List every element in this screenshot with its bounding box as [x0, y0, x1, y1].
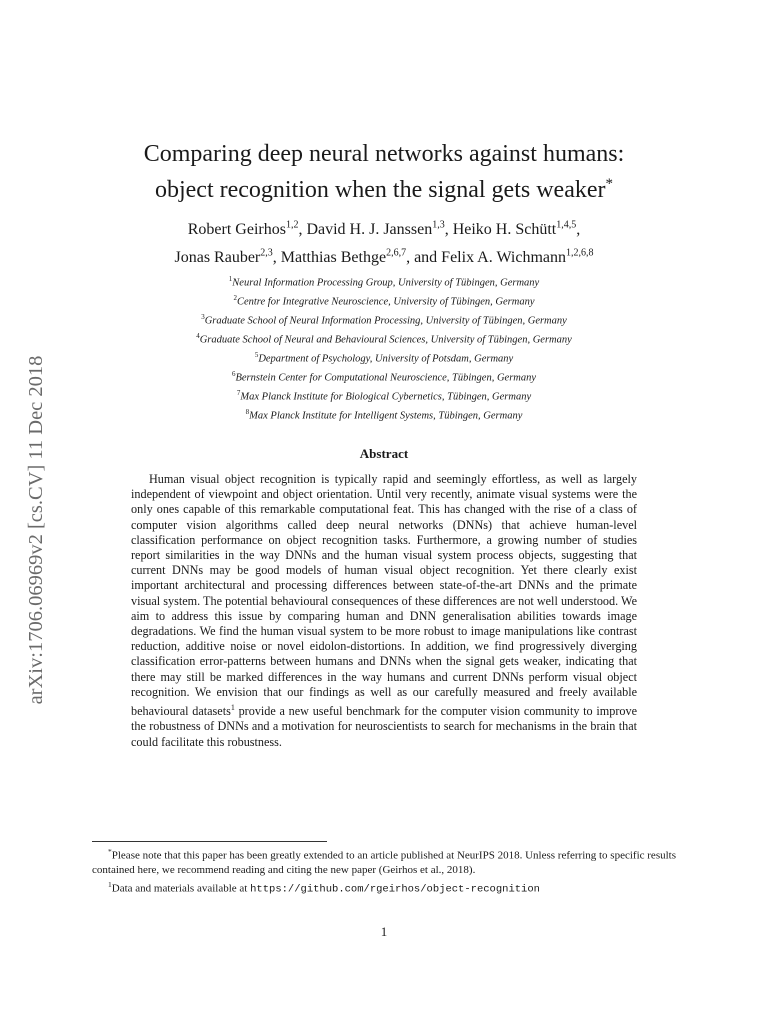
abstract-text: Human visual object recognition is typically rapid and seemingly effortless, as well as largely independent of viewpoint and object orientation. Until very recently, animate visual systems were the only ones capable of this remarkable computational feat. This has changed with the rise of a class of computer vision algorithms called deep neural networks (DNNs) that achieve human-level classification performance on object recognition tasks. Furthermore, a growing number of studies report similarities in the way DNNs and the human visual system process objects, suggesting that current DNNs may be good models of human visual object recognition. Yet there clearly exist important architectural and processing differences between state-of-the-art DNNs and the primate visual system. The potential behavioural consequences of these differences are not well understood. We aim to address this issue by comparing human and DNN generalisation abilities towards image degradations. We find the human visual system to be more robust to image manipulations like contrast reduction, additive noise or novel eidolon-distortions. In addition, we find progressively diverging classification error-patterns between humans and DNNs when the signal gets weaker, indicating that there may still be marked differences in the way humans and current DNNs perform visual object recognition. We envision that our findings as well as our carefully measured and freely available behavioural datasets$^1$ provide a new useful benchmark for the computer vision community to improve the robustness of DNNs and a motivation for neuroscientists to search for mechanisms in the brain that could facilitate this robustness.	[131, 472, 637, 749]
affiliation: $^4$Graduate School of Neural and Behavioural Sciences, University of Tübingen, Germany	[196, 332, 572, 346]
abstract-heading: Abstract	[359, 446, 409, 461]
footnote-rule	[92, 841, 327, 842]
affiliation-list	[84, 272, 684, 424]
author: Robert Geirhos$^{1,2}$,	[187, 220, 307, 239]
affiliation: $^1$Neural Information Processing Group, University of Tübingen, Germany	[228, 275, 540, 289]
footnotes	[92, 845, 676, 897]
author: Jonas Rauber$^{2,3}$,	[174, 247, 281, 266]
author: Matthias Bethge$^{2,6,7}$, and	[280, 247, 442, 266]
footnote: $^1$Data and materials available at https://github.com/rgeirhos/object-recognition	[108, 879, 540, 896]
affiliation: $^2$Centre for Integrative Neuroscience, University of Tübingen, Germany	[233, 294, 535, 308]
arxiv-identifier: arXiv:1706.06969v2 [cs.CV] 11 Dec 2018	[25, 355, 47, 705]
footnote: *Please note that this paper has been greatly extended to an article published at NeurIPS 2018. Unless referring to specific results contained here, we recommend reading and citing the new paper (Geirhos et al., 2018).	[92, 847, 676, 877]
affiliation: $^3$Graduate School of Neural Information Processing, University of Tübingen, Germany	[201, 313, 567, 327]
affiliation: $^8$Max Planck Institute for Intelligent Systems, Tübingen, Germany	[245, 408, 523, 422]
affiliation: $^6$Bernstein Center for Computational Neuroscience, Tübingen, Germany	[231, 370, 537, 384]
title-footnote-mark: *	[605, 176, 613, 192]
author: Felix A. Wichmann$^{1,2,6,8}$	[441, 247, 594, 266]
paper-title	[84, 139, 684, 205]
title-line-2: object recognition when the signal gets weaker	[154, 177, 606, 203]
affiliation: $^5$Department of Psychology, University of Potsdam, Germany	[254, 351, 514, 365]
author: Heiko H. Schütt$^{1,4,5}$,	[452, 220, 581, 239]
author-list	[84, 214, 684, 269]
footnote-reference: 1	[230, 703, 235, 713]
data-url-link[interactable]: https://github.com/rgeirhos/object-recognition	[250, 883, 540, 896]
affiliation: $^7$Max Planck Institute for Biological Cybernetics, Tübingen, Germany	[236, 389, 532, 403]
author: David H. J. Janssen$^{1,3}$,	[306, 220, 453, 239]
title-line-1: Comparing deep neural networks against humans:	[143, 141, 625, 167]
page-number: 1	[380, 924, 388, 939]
